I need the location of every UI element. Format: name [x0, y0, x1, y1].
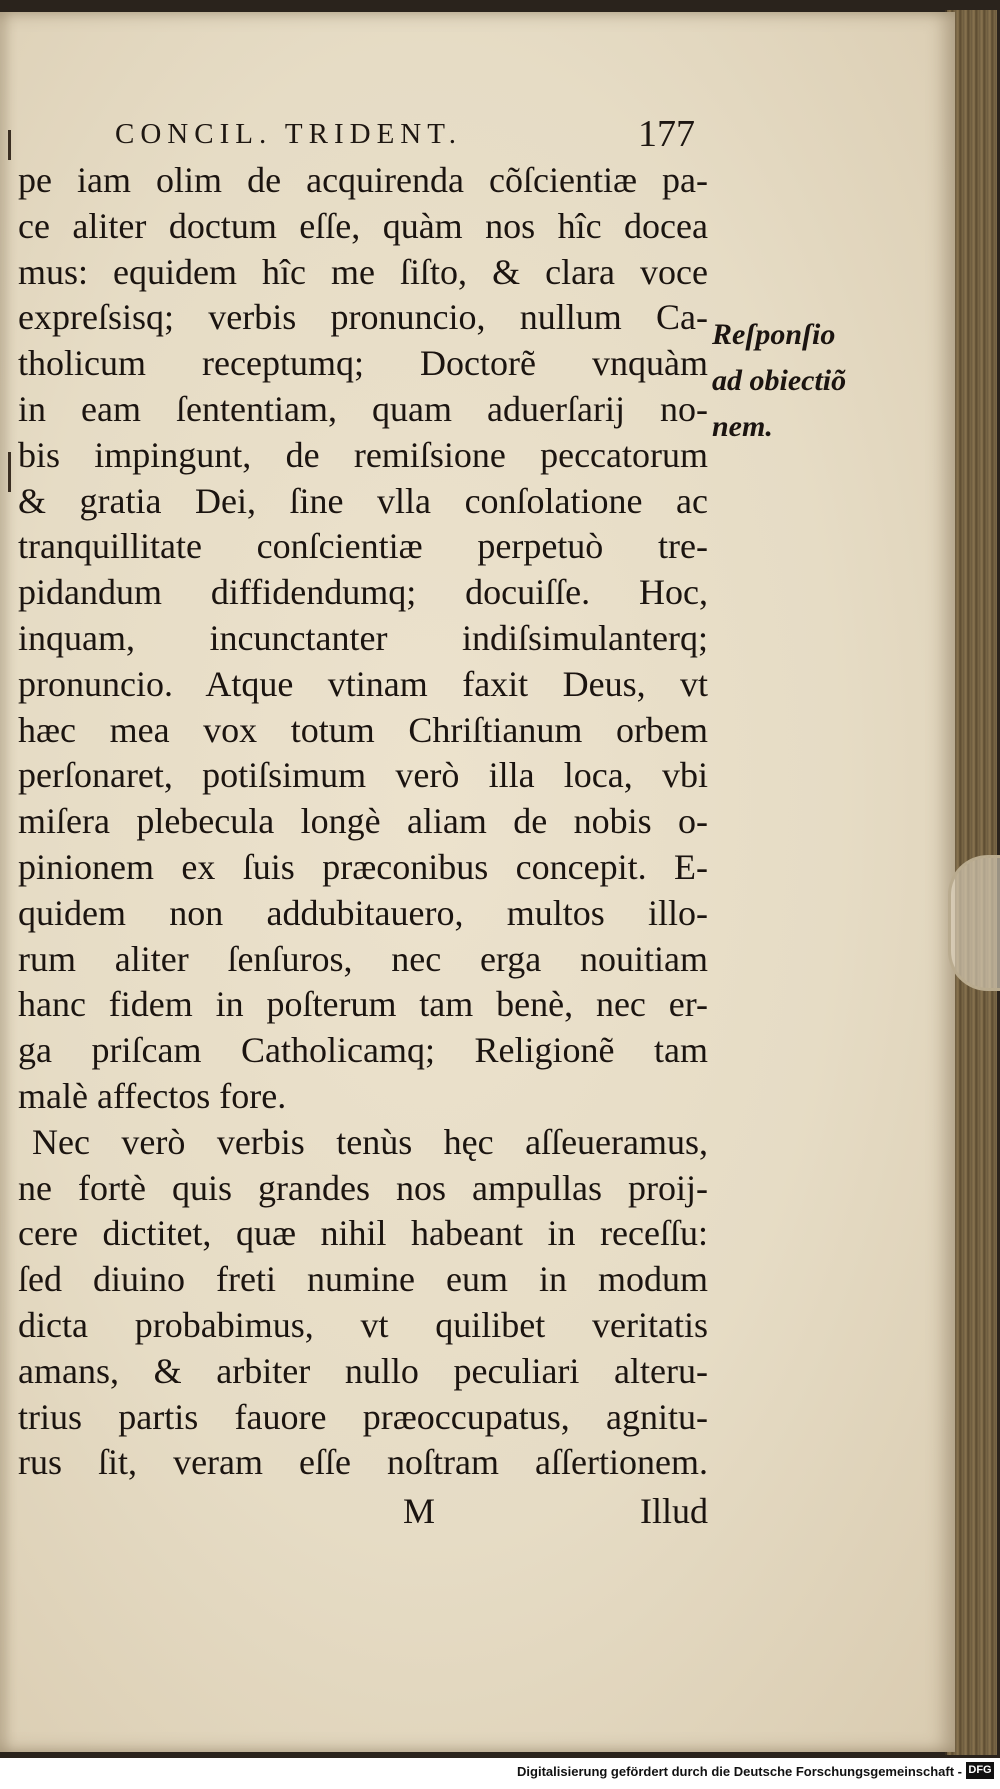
text-line: pinionem ex ſuis præconibus concepit. E- — [18, 846, 708, 887]
marginal-note — [712, 312, 862, 450]
text-line: hæc mea vox totum Chriſtianum orbem — [18, 709, 708, 750]
page-header — [115, 112, 695, 158]
marginal-note-line: Reſponſio — [712, 318, 836, 351]
dfg-logo: DFG — [966, 1762, 994, 1779]
text-line: cere dictitet, quæ nihil habeant in receſſu: — [18, 1213, 708, 1254]
margin-mark — [8, 452, 11, 492]
text-line: rus ſit, veram eſſe noſtram aſſertionem. — [18, 1442, 708, 1483]
text-line: perſonaret, potiſsimum verò illa loca, vbi — [18, 755, 708, 796]
text-line: malè affectos fore. — [18, 1075, 287, 1116]
text-line: tholicum receptumq; Doctorẽ vnquàm — [18, 343, 708, 384]
page-number: 177 — [638, 113, 695, 155]
text-line: hanc fidem in poſterum tam benè, nec er- — [18, 984, 708, 1025]
text-line: mus: equidem hîc me ſiſto, & clara voce — [18, 251, 708, 292]
text-line: Nec verò verbis tenùs hęc aſſeueramus, — [32, 1121, 708, 1162]
text-line: inquam, incunctanter indiſsimulanterq; — [18, 617, 708, 658]
text-line: ne fortè quis grandes nos ampullas proij- — [18, 1167, 708, 1208]
text-line: rum aliter ſenſuros, nec erga nouitiam — [18, 938, 708, 979]
running-title: CONCIL. TRIDENT. — [115, 118, 463, 150]
footer-credit: Digitalisierung gefördert durch die Deutsche Forschungsgemeinschaft - — [517, 1764, 962, 1779]
book-page — [0, 12, 955, 1752]
text-line: & gratia Dei, ſine vlla conſolatione ac — [18, 480, 708, 521]
text-line: ſed diuino freti numine eum in modum — [18, 1259, 708, 1300]
marginal-note-line: ad obiectiõ — [712, 364, 847, 397]
marginal-note-line: nem. — [712, 410, 773, 443]
text-line: expreſsisq; verbis pronuncio, nullum Ca- — [18, 297, 708, 338]
body-text — [18, 158, 708, 1486]
margin-mark — [8, 130, 11, 160]
text-line: bis impingunt, de remiſsione peccatorum — [18, 434, 708, 475]
text-line: quidem non addubitauero, multos illo- — [18, 892, 708, 933]
text-line: amans, & arbiter nullo peculiari alteru- — [18, 1350, 708, 1391]
text-line: in eam ſententiam, quam aduerſarij no- — [18, 388, 708, 429]
catchline — [18, 1490, 708, 1536]
page-tab-mark — [948, 855, 1000, 991]
text-line: trius partis fauore præoccupatus, agnitu- — [18, 1396, 708, 1437]
text-line: pe iam olim de acquirenda cõſcientiæ pa- — [18, 160, 708, 200]
text-line: miſera plebecula longè aliam de nobis o- — [18, 801, 708, 842]
text-line: ga priſcam Catholicamq; Religionẽ tam — [18, 1030, 708, 1071]
signature-mark: M — [403, 1491, 436, 1531]
text-line: pidandum diffidendumq; docuiſſe. Hoc, — [18, 572, 708, 613]
digitization-footer — [0, 1758, 1000, 1789]
text-line: ce aliter doctum eſſe, quàm nos hîc docea — [18, 205, 708, 246]
catchword: Illud — [640, 1491, 708, 1531]
text-line: dicta probabimus, vt quilibet veritatis — [18, 1304, 708, 1345]
text-line: pronuncio. Atque vtinam faxit Deus, vt — [18, 663, 708, 704]
text-line: tranquillitate conſcientiæ perpetuò tre- — [18, 526, 708, 567]
